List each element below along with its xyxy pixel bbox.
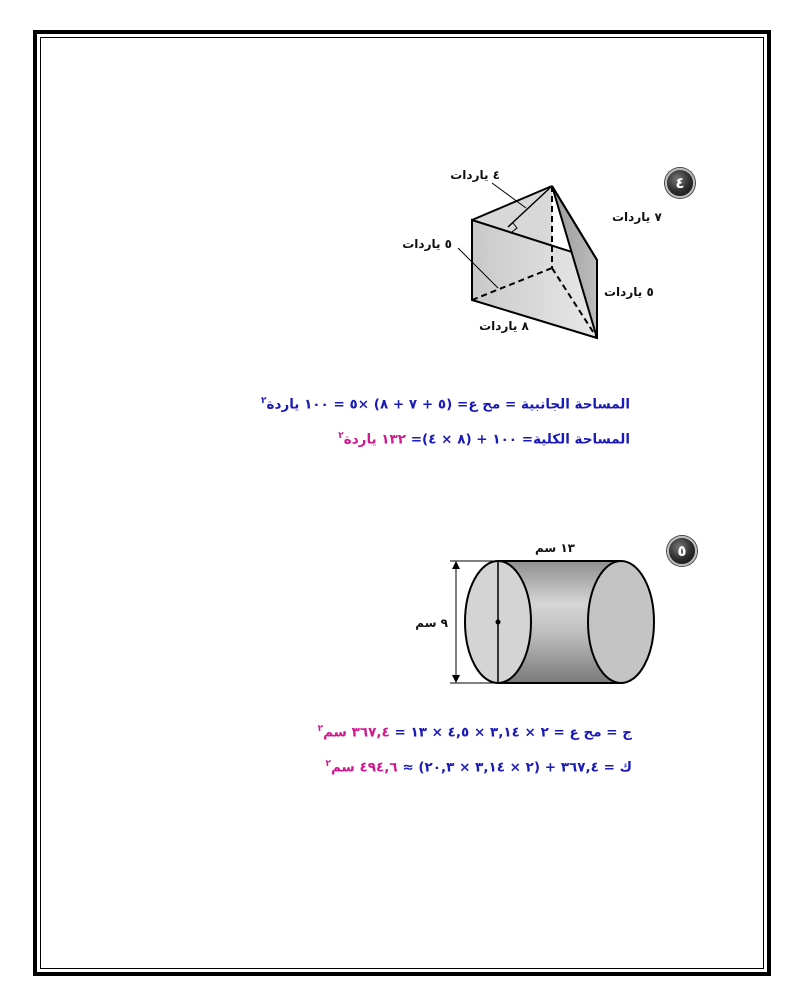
cylinder-label-9-cm: ٩ سم: [415, 616, 448, 630]
cylinder-label-13-cm: ١٣ سم: [534, 541, 576, 555]
prism-label-8-yards: ٨ ياردات: [479, 319, 529, 333]
total-area-text: المساحة الكلية= ١٠٠ + (٨ × ٤)=: [406, 431, 630, 448]
total-area-sup: ٢: [338, 431, 344, 441]
problem-4-lateral-area-equation: [261, 396, 630, 413]
cyl-total-result: ٤٩٤,٦ سم: [330, 759, 398, 776]
triangular-prism-figure: [380, 160, 680, 354]
problem-4-number: ٤: [675, 174, 685, 192]
cyl-lateral-result: ٣٦٧,٤ سم: [323, 724, 390, 741]
problem-5-lateral-area-equation: [318, 724, 632, 741]
cylinder-figure: [400, 528, 680, 672]
lateral-area-sup: ٢: [261, 396, 267, 406]
lateral-area-text: المساحة الجانبية = مح ع= (٥ + ٧ + ٨) ×٥ = ١٠٠ ياردة: [266, 396, 630, 413]
cylinder-right-end: [588, 561, 654, 683]
prism-label-5-yards-left: ٥ ياردات: [402, 237, 452, 251]
prism-label-7-yards: ٧ ياردات: [612, 210, 662, 224]
cyl-total-sup: ٢: [325, 759, 331, 769]
cyl-lateral-text: ج = مح ع = ٢ × ٣,١٤ × ٤,٥ × ١٣ =: [389, 724, 632, 741]
cyl-total-text: ك = ٣٦٧,٤ + (٢ × ٣,١٤ × ٢٠,٣) ≈: [397, 759, 632, 776]
total-area-result: ١٣٢ ياردة: [343, 431, 407, 448]
problem-4-total-area-equation: [338, 431, 630, 448]
prism-label-4-yards: ٤ ياردات: [450, 168, 500, 182]
problem-5-number: ٥: [677, 542, 687, 560]
prism-label-5-yards-right: ٥ ياردات: [604, 285, 654, 299]
problem-5-total-area-equation: [325, 759, 632, 776]
cyl-lateral-sup: ٢: [317, 724, 324, 734]
